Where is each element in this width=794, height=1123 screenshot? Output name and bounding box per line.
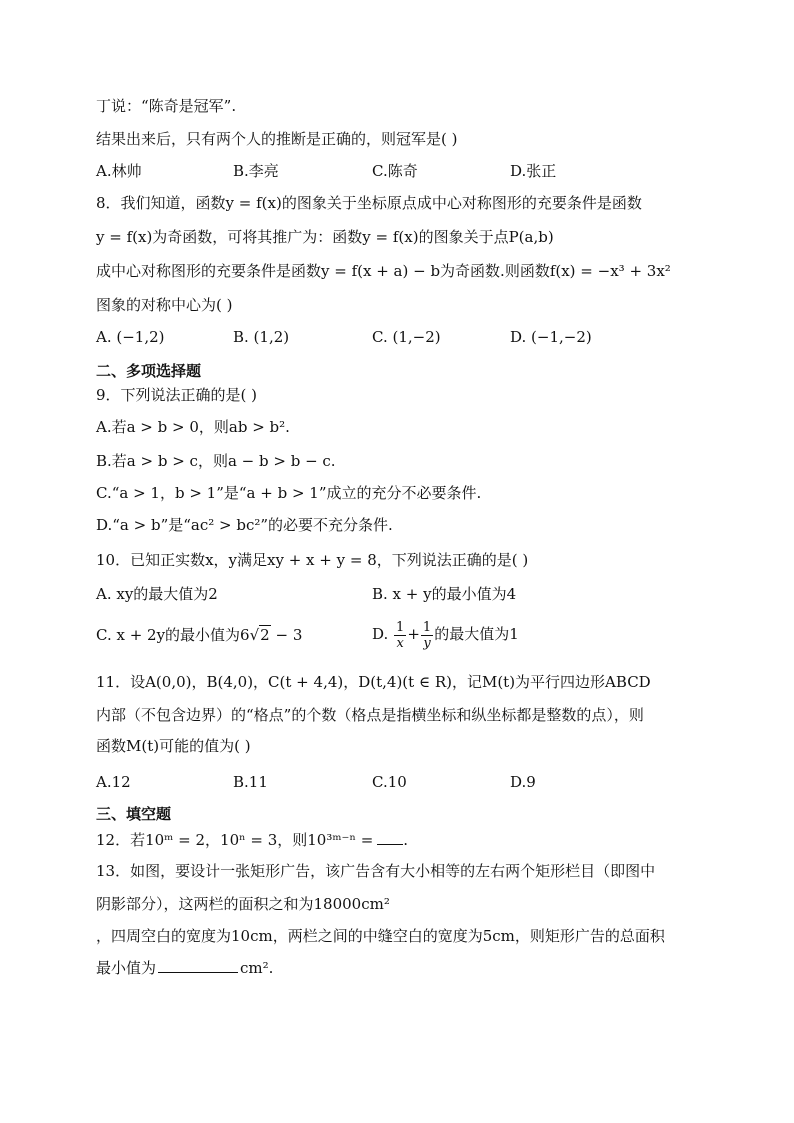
q8-option-d[interactable]: D. (−1,−2) xyxy=(510,328,592,346)
q11-option-c[interactable]: C.10 xyxy=(372,773,407,791)
q11-line-1: 11．设A(0,0)，B(4,0)，C(t + 4,4)，D(t,4)(t ∈ R)，记M(t)为平行四边形ABCD xyxy=(96,673,651,691)
q8-line-4: 图象的对称中心为( ) xyxy=(96,296,233,314)
plus-sign: + xyxy=(407,625,420,643)
q10-option-d-label: D. xyxy=(372,625,389,643)
q7-question: 结果出来后，只有两个人的推断是正确的，则冠军是( ) xyxy=(96,130,458,148)
fraction-numerator: 1 xyxy=(396,619,405,635)
q9-option-d[interactable]: D.“a > b”是“ac² > bc²”的必要不充分条件. xyxy=(96,516,393,534)
q9-option-b[interactable]: B.若a > b > c，则a − b > b − c. xyxy=(96,452,336,470)
q8-line-3: 成中心对称图形的充要条件是函数y = f(x + a) − b为奇函数.则函数f(x) = −x³ + 3x² xyxy=(96,262,671,280)
q8-option-a[interactable]: A. (−1,2) xyxy=(96,328,165,346)
fraction-one-over-x xyxy=(394,620,406,651)
q7-option-b[interactable]: B.李亮 xyxy=(233,162,279,180)
fraction-one-over-y xyxy=(421,620,433,651)
q12-text: 12．若10ᵐ = 2，10ⁿ = 3，则10³ᵐ⁻ⁿ = xyxy=(96,831,374,849)
q12-period: . xyxy=(403,831,409,849)
q11-option-a[interactable]: A.12 xyxy=(96,773,131,791)
q9-option-a[interactable]: A.若a > b > 0，则ab > b². xyxy=(96,418,290,436)
q10-option-b[interactable]: B. x + y的最小值为4 xyxy=(372,585,517,603)
q13-line-3: ，四周空白的宽度为10cm，两栏之间的中缝空白的宽度为5cm，则矩形广告的总面积 xyxy=(96,927,665,945)
fraction-numerator: 1 xyxy=(422,619,432,635)
q10-option-a[interactable]: A. xy的最大值为2 xyxy=(96,585,218,603)
q11-line-2: 内部（不包含边界）的“格点”的个数（格点是指横坐标和纵坐标都是整数的点），则 xyxy=(96,706,644,724)
q7-option-c[interactable]: C.陈奇 xyxy=(372,162,418,180)
fraction-denominator: y xyxy=(423,635,431,651)
q10-option-c-tail: − 3 xyxy=(270,626,303,644)
q7-option-a[interactable]: A.林帅 xyxy=(96,162,142,180)
section-heading-multiple-choice: 二、多项选择题 xyxy=(96,362,202,380)
q13-unit: cm². xyxy=(240,959,274,977)
q11-option-b[interactable]: B.11 xyxy=(233,773,268,791)
q9-question: 9．下列说法正确的是( ) xyxy=(96,386,258,404)
q13-text: 最小值为 xyxy=(96,959,157,977)
q8-line-2: y = f(x)为奇函数，可将其推广为：函数y = f(x)的图象关于点P(a,b) xyxy=(96,228,554,246)
q7-option-d[interactable]: D.张正 xyxy=(510,162,557,180)
fraction-denominator: x xyxy=(396,635,404,651)
q13-line-1: 13．如图，要设计一张矩形广告，该广告含有大小相等的左右两个矩形栏目（即图中 xyxy=(96,862,656,880)
q11-line-3: 函数M(t)可能的值为( ) xyxy=(96,737,251,755)
q13-line-4 xyxy=(96,957,273,979)
q8-option-b[interactable]: B. (1,2) xyxy=(233,328,290,346)
sqrt-radicand: 2 xyxy=(260,626,270,644)
q10-option-c[interactable] xyxy=(96,624,302,646)
sqrt-sign: √ xyxy=(249,626,260,644)
q13-line-2: 阴影部分），这两栏的面积之和为18000cm² xyxy=(96,895,390,913)
q8-line-1: 8．我们知道，函数y = f(x)的图象关于坐标原点成中心对称图形的充要条件是函数 xyxy=(96,194,642,212)
q9-option-c[interactable]: C.“a > 1，b > 1”是“a + b > 1”成立的充分不必要条件. xyxy=(96,484,482,502)
q11-option-d[interactable]: D.9 xyxy=(510,773,536,791)
q13-answer-blank[interactable] xyxy=(158,958,238,973)
q10-option-d[interactable] xyxy=(372,616,519,652)
q7-statement-ding: 丁说：“陈奇是冠军”. xyxy=(96,97,237,115)
q10-option-d-text: 的最大值为1 xyxy=(434,625,519,643)
q10-option-c-text: C. x + 2y的最小值为6 xyxy=(96,626,250,644)
q12-answer-blank[interactable] xyxy=(377,830,403,845)
section-heading-fill-in: 三、填空题 xyxy=(96,805,172,823)
q12-question xyxy=(96,829,408,851)
q8-option-c[interactable]: C. (1,−2) xyxy=(372,328,441,346)
q10-question: 10．已知正实数x，y满足xy + x + y = 8，下列说法正确的是( ) xyxy=(96,551,529,569)
